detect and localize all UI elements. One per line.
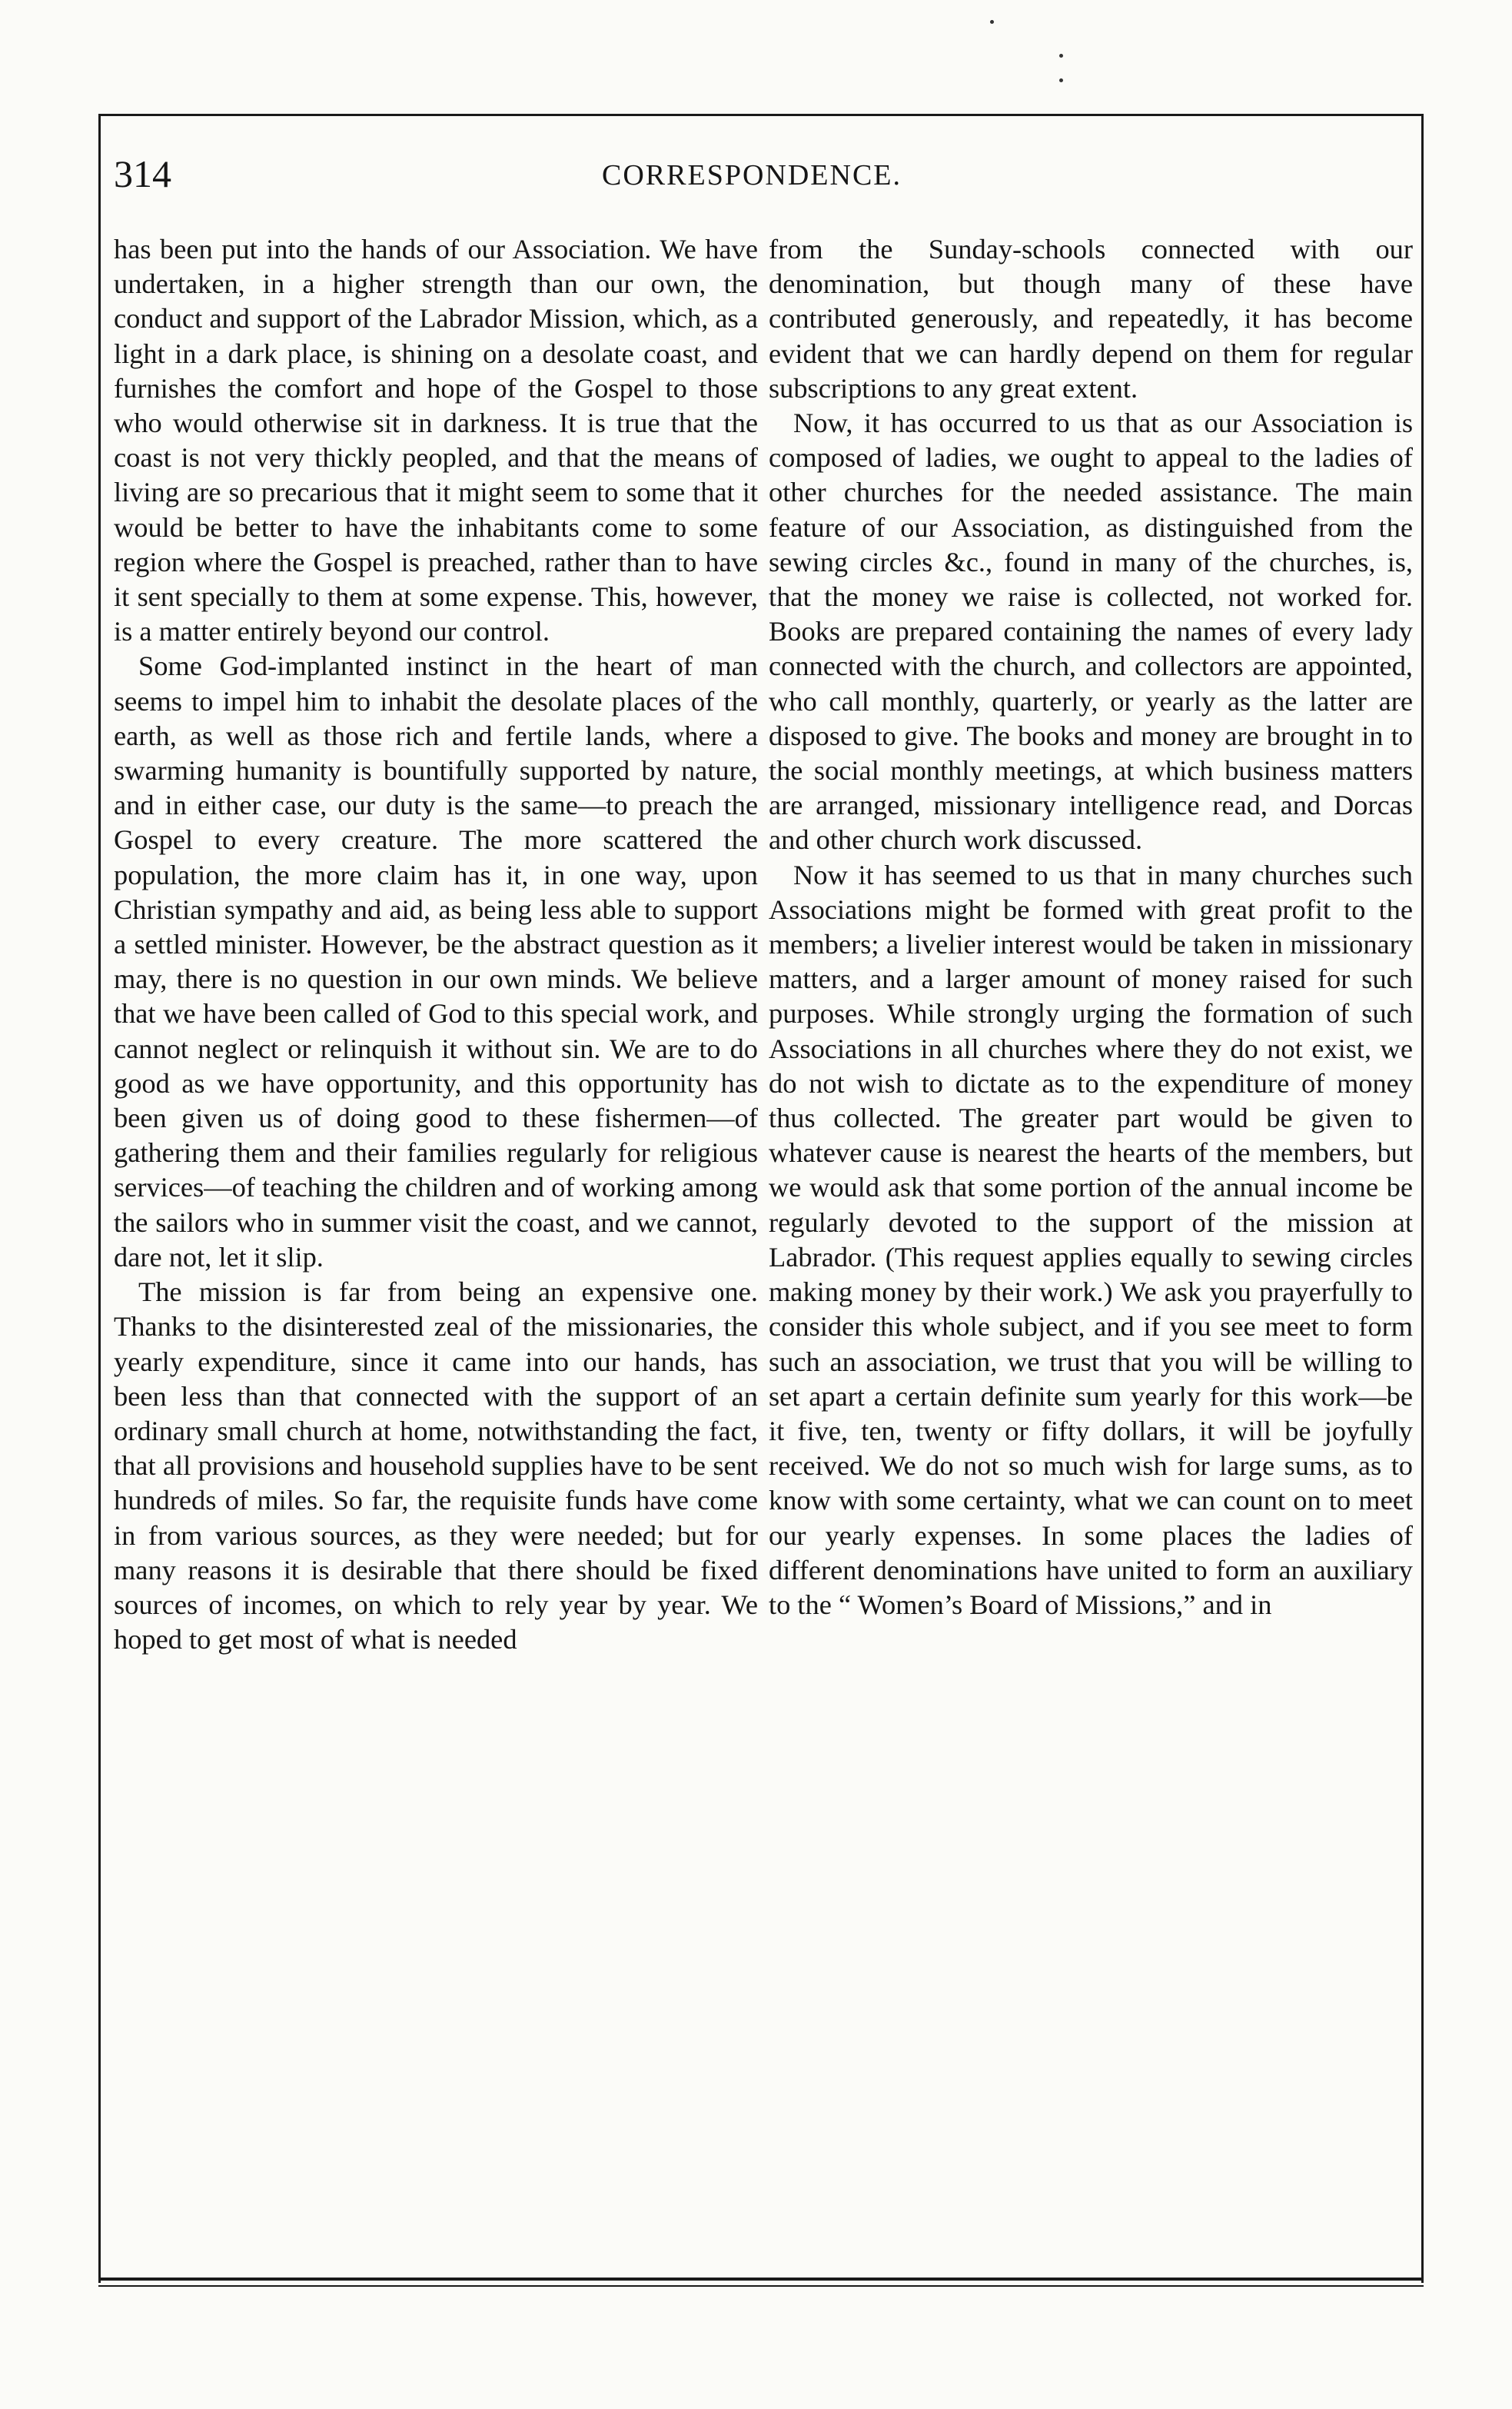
paragraph: The mission is far from being an expensive one. Thanks to the disinterested zeal of the missionaries, the yearly expenditure, since it came into our hands, has been less than that connected with the support of an ordinary small church at home, notwithstanding the fact, that all provisions and household supplies have to be sent hundreds of miles. So far, the requisite funds have come in from various sources, as they were needed; but for many reasons it is desirable that there should be fixed sources of incomes, on which to rely year by year. We hoped to get most of what is needed [114, 1276, 758, 1655]
running-head: CORRESPONDENCE. [602, 159, 902, 191]
paragraph: has been put into the hands of our Association. We have undertaken, in a higher strength than our own, the conduct and support of the Labrador Mission, which, as a light in a dark place, is shining on a desolate coast, and furnishes the comfort and hope of the Gospel to those who would otherwise sit in darkness. It is true that the coast is not very thickly peopled, and that the means of living are so precarious that it might seem to some that it would be better to have the inhabitants come to some region where the Gospel is preached, rather than to have it sent specially to them at some expense. This, however, is a matter entirely beyond our control. [114, 234, 758, 647]
paragraph: Now it has seemed to us that in many churches such Associations might be formed with great profit to the members; a livelier interest would be taken in missionary matters, and a larger amount of money raised for such purposes. While strongly urging the formation of such Associations in all churches where they do not exist, we do not wish to dictate as to the expenditure of money thus collected. The greater part would be given to whatever cause is nearest the hearts of the members, but we would ask that some portion of the annual income be regularly devoted to the support of the mission at Labrador. (This request applies equally to sewing circles making money by their work.) We ask you prayerfully to consider this whole subject, and if you see meet to form such an association, we trust that you will be willing to set apart a certain definite sum yearly for this work—be it five, ten, twenty or fifty dollars, it will be joyfully received. We do not so much wish for large sums, as to know with some certainty, what we can count on to meet our yearly expenses. In some places the ladies of different denominations have united to form an auxiliary to the “ Women’s Board of Missions,” and in [769, 859, 1413, 1620]
ink-speck [990, 20, 994, 24]
paragraph: Now, it has occurred to us that as our Association is composed of ladies, we ought to appeal to the ladies of other churches for the needed assistance. The main feature of our Association, as distinguished from the sewing circles &c., found in many of the churches, is, that the money we raise is collected, not worked for. Books are prepared containing the names of every lady connected with the church, and collectors are appointed, who call monthly, quarterly, or yearly as the latter are disposed to give. The books and money are brought in to the social monthly meetings, at which business matters are arranged, missionary intelligence read, and Dorcas and other church work discussed. [769, 408, 1413, 856]
ink-speck [1059, 78, 1063, 82]
right-column [769, 232, 1413, 1622]
page-number: 314 [114, 152, 171, 195]
paragraph: Some God-implanted instinct in the heart of man seems to impel him to inhabit the desolate places of the earth, as well as those rich and fertile lands, where a swarming humanity is bountifully supported by nature, and in either case, our duty is the same—to preach the Gospel to every creature. The more scattered the population, the more claim has it, in one way, upon Christian sympathy and aid, as being less able to support a settled minister. However, be the abstract question as it may, there is no question in our own minds. We believe that we have been called of God to this special work, and cannot neglect or relinquish it without sin. We are to do good as we have opportunity, and this opportunity has been given us of doing good to these fishermen—of gathering them and their families regularly for religious services—of teaching the children and of working among the sailors who in summer visit the coast, and we cannot, dare not, let it slip. [114, 650, 758, 1273]
bottom-rule [98, 2285, 1424, 2287]
paragraph: from the Sunday-schools connected with our denomination, but though many of these have contributed generously, and repeatedly, it has become evident that we can hardly depend on them for regular subscriptions to any great extent. [769, 234, 1413, 404]
bottom-rule [98, 2278, 1424, 2281]
ink-speck [1059, 54, 1063, 58]
left-column [114, 232, 758, 1657]
page-header [114, 151, 1390, 205]
